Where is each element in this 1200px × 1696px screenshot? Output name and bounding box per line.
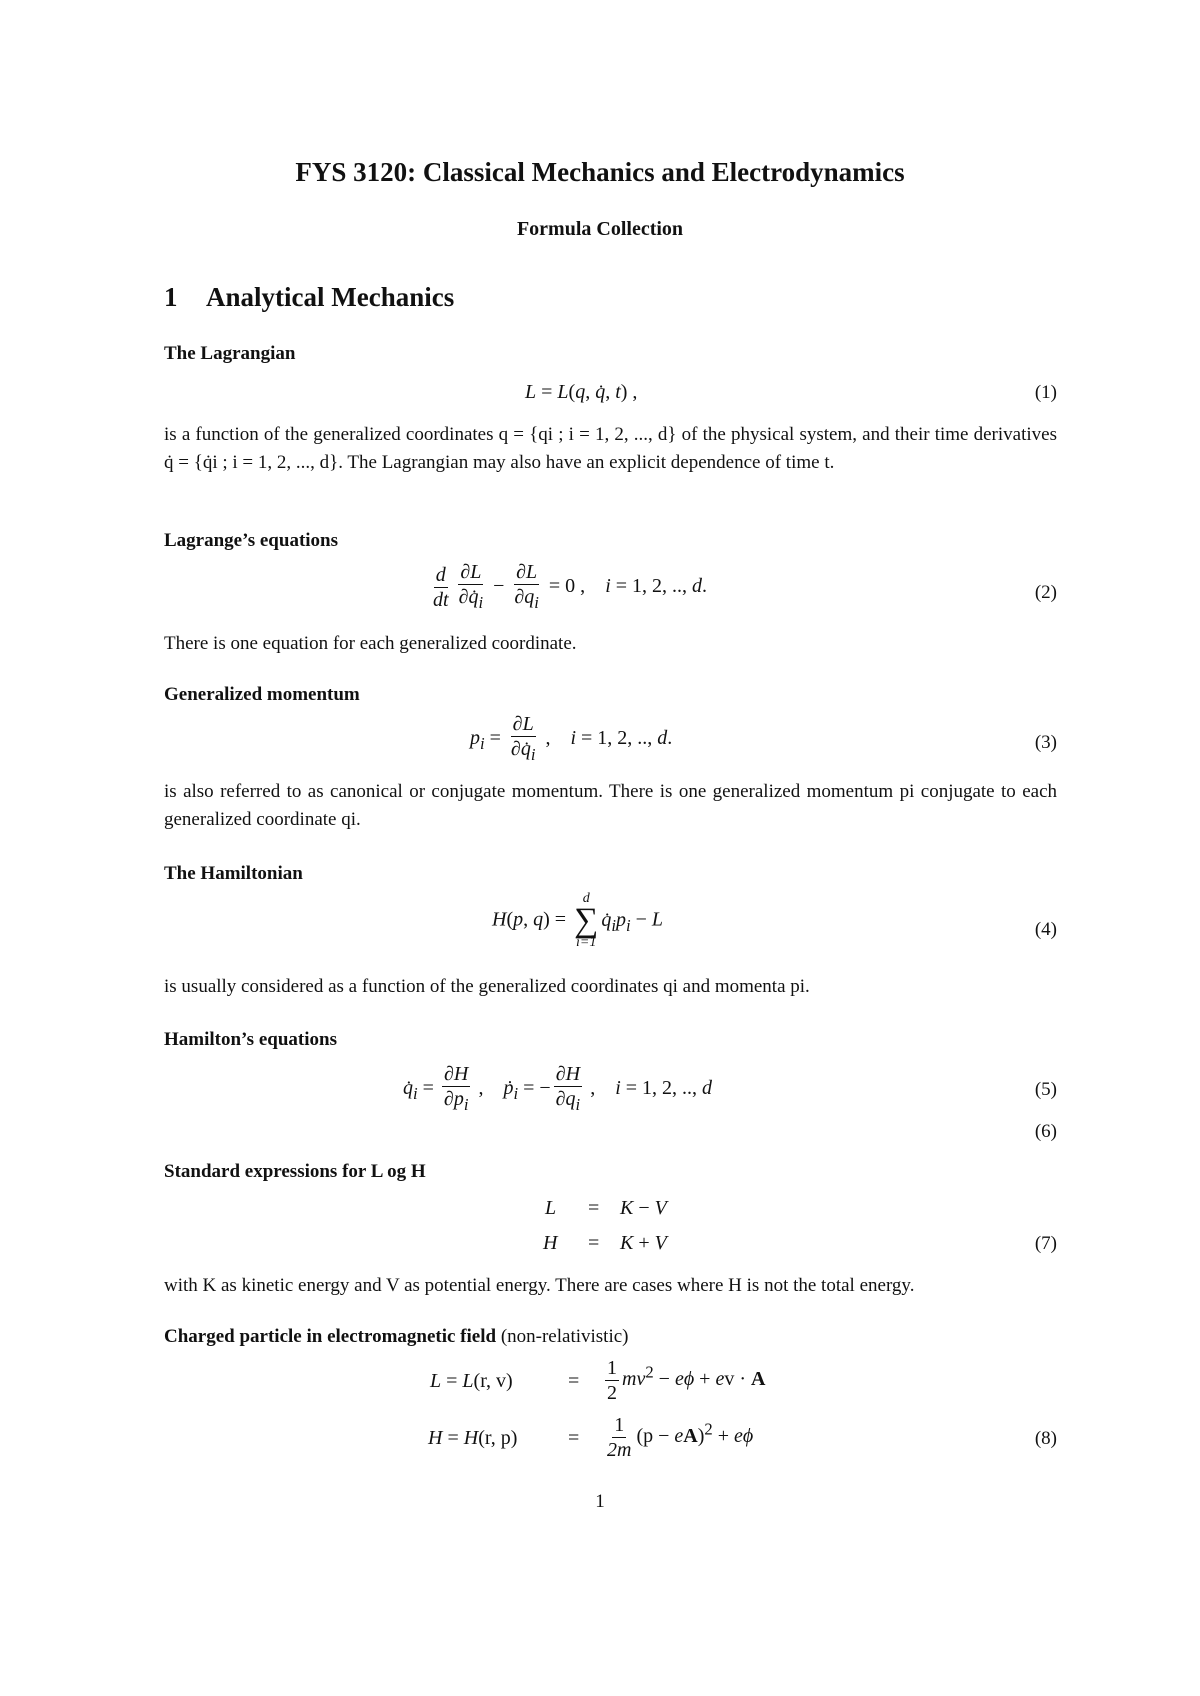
heading-hamiltonian: The Hamiltonian <box>164 863 303 884</box>
equation-number-4: (4) <box>1034 919 1057 940</box>
equation-4: H(p, q) = d ∑ i=1 $q̇_ip_i - L$ <box>492 891 664 950</box>
equation-2: $\frac{d}{dt}$ $\frac{\partial L}{\partial q̇_i}$ − $\frac{\partial L}{\partial q_i}$ = 0 , i = 1, 2, .., d. <box>433 561 708 612</box>
section-number: 1 <box>164 282 178 312</box>
paragraph-hamiltonian: is usually considered as a function of the generalized coordinates qi and momenta pi. <box>164 976 810 997</box>
equation-3: $p_i$ = $\frac{\partial L}{\partial q̇_i}$ , i = 1, 2, .., d. <box>470 713 673 764</box>
equation-7b: H <box>543 1232 558 1254</box>
equation-8b-equals: = <box>568 1427 580 1449</box>
paragraph-standard-expressions: with K as kinetic energy and V as potential energy. There are cases where H is not the total energy. <box>164 1275 915 1296</box>
equation-7b-rhs: K + V <box>620 1232 667 1254</box>
page-number: 1 <box>595 1491 605 1512</box>
equation-5: $q̇_i$ = $\frac{\partial H}{\partial p_i}$ , ṗ$_i$ = − $\frac{\partial H}{\partial q_i}$ , i = 1, 2, .., d <box>403 1063 713 1114</box>
equation-8a-rhs: $\frac{1}{2}$ $mv^2 - e\phi$ + ev · A <box>607 1357 766 1404</box>
section-title: Analytical Mechanics <box>206 282 455 312</box>
heading-charged-particle-bold: Charged particle in electromagnetic field <box>164 1326 497 1347</box>
equation-number-8: (8) <box>1034 1428 1057 1449</box>
equation-7a-rhs: K − V <box>620 1197 667 1219</box>
equation-8a-equals: = <box>568 1370 580 1392</box>
equation-number-5: (5) <box>1034 1079 1057 1100</box>
equation-number-7: (7) <box>1034 1233 1057 1254</box>
heading-lagrange-equations: Lagrange’s equations <box>164 530 339 551</box>
equation-7a: L <box>545 1197 557 1219</box>
equation-number-3: (3) <box>1034 732 1057 753</box>
paragraph-generalized-momentum: is also referred to as canonical or conjugate momentum. There is one generalized momentum pi conjugate to each generalized coordinate qi. <box>164 781 1057 830</box>
paragraph-lagrange-equations: There is one equation for each generalized coordinate. <box>164 633 577 654</box>
heading-lagrangian: The Lagrangian <box>164 343 296 364</box>
heading-charged-particle <box>164 1326 629 1348</box>
page-title: FYS 3120: Classical Mechanics and Electrodynamics <box>295 157 905 187</box>
section-heading <box>164 282 454 313</box>
heading-charged-particle-note: (non-relativistic) <box>500 1326 629 1347</box>
equation-7a-equals: = <box>588 1197 600 1219</box>
heading-hamilton-equations: Hamilton’s equations <box>164 1029 337 1050</box>
equation-number-1: (1) <box>1034 382 1057 403</box>
paragraph-lagrangian: is a function of the generalized coordinates q = {qi ; i = 1, 2, ..., d} of the physical system, and their time derivatives q̇ = {q̇i ; i = 1, 2, ..., d}. The Lagrangian may also have an explicit dependence of time t. <box>164 424 1057 473</box>
equation-8b-rhs: $\frac{1}{2m}$ (p − eA)$^2$ + eϕ <box>607 1414 754 1461</box>
equation-1: L = L(q, q̇, t) , <box>525 381 638 403</box>
equation-number-2: (2) <box>1034 582 1057 603</box>
heading-standard-expressions: Standard expressions for L og H <box>164 1161 426 1182</box>
page-subtitle: Formula Collection <box>516 218 684 240</box>
equation-8b-lhs: H = H(r, p) <box>428 1427 518 1449</box>
equation-number-6: (6) <box>1034 1121 1057 1142</box>
equation-7b-equals: = <box>588 1232 600 1254</box>
heading-generalized-momentum: Generalized momentum <box>164 684 360 705</box>
equation-8a-lhs: L = L(r, v) <box>430 1370 513 1392</box>
